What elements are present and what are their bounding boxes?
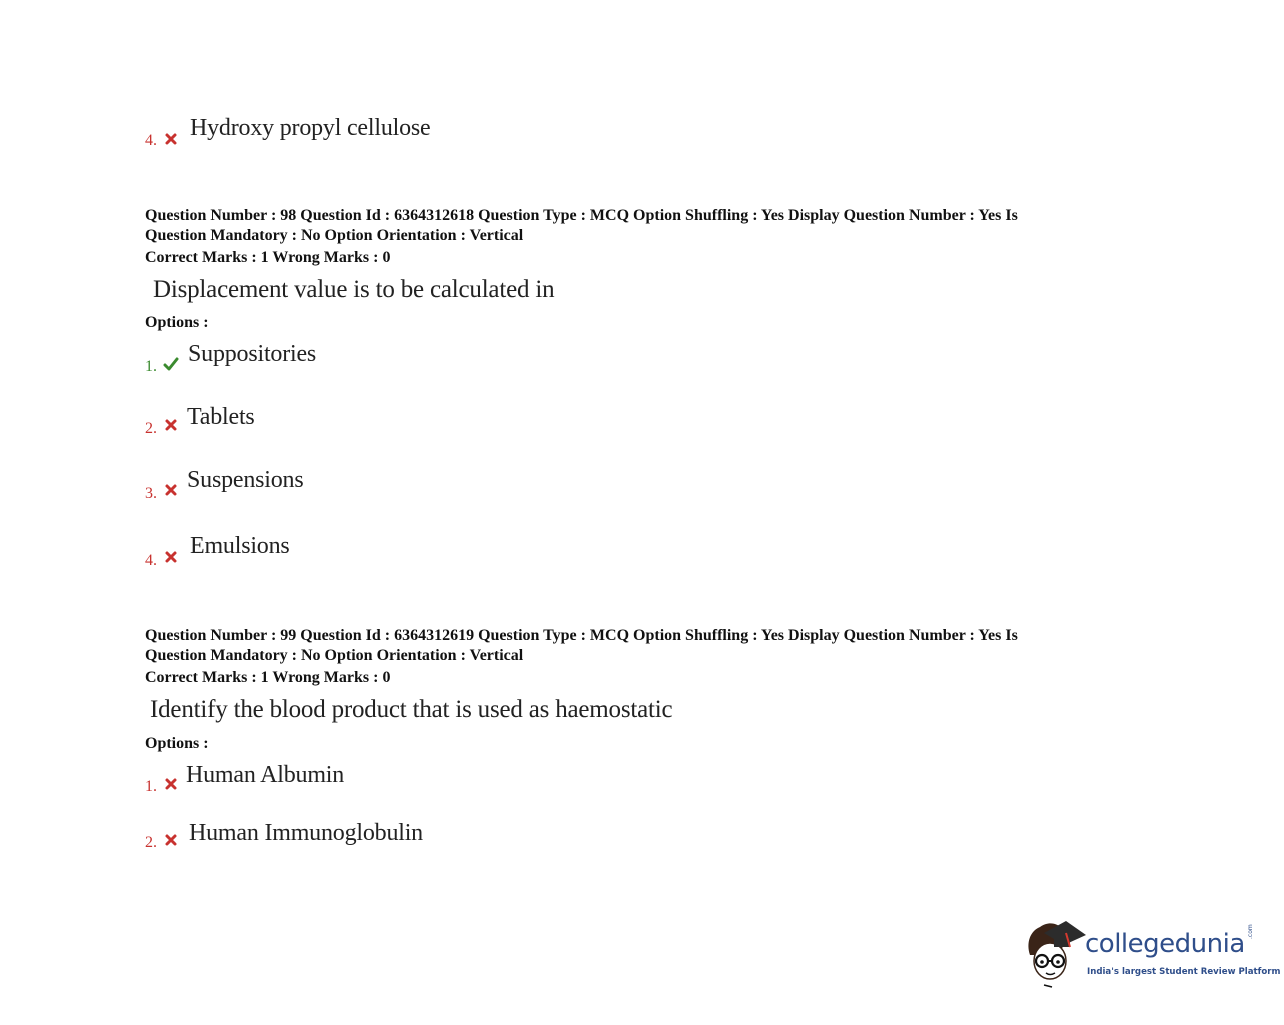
- option-number: 2.: [145, 834, 157, 851]
- check-icon: [163, 356, 179, 372]
- logo-tagline: India's largest Student Review Platform: [1087, 967, 1281, 977]
- option-number: 4.: [145, 552, 157, 569]
- question-text: Displacement value is to be calculated in: [153, 276, 555, 303]
- option-number: 1.: [145, 358, 157, 375]
- question-marks: Correct Marks : 1 Wrong Marks : 0: [145, 249, 391, 266]
- question-meta: [145, 626, 1125, 666]
- question-meta: [145, 206, 1125, 246]
- question-meta-line: Question Mandatory : No Option Orientation : Vertical: [145, 647, 524, 664]
- question-meta-line: Question Number : 98 Question Id : 6364312618 Question Type : MCQ Option Shuffling : Yes Display Question Number : Yes Is: [145, 207, 1018, 224]
- options-label: Options :: [145, 735, 209, 752]
- mascot-icon: [1022, 915, 1088, 989]
- logo-dotcom: .com: [1247, 924, 1254, 939]
- collegedunia-logo: [1022, 915, 1281, 995]
- cross-icon: [163, 776, 179, 792]
- option-text: Suppositories: [188, 341, 317, 367]
- option-number: 2.: [145, 420, 157, 437]
- cross-icon: [163, 417, 179, 433]
- question-text: Identify the blood product that is used as haemostatic: [150, 696, 673, 723]
- logo-wordmark: collegedunia: [1085, 929, 1245, 959]
- question-meta-line: Question Number : 99 Question Id : 6364312619 Question Type : MCQ Option Shuffling : Yes Display Question Number : Yes Is: [145, 627, 1018, 644]
- option-number: 1.: [145, 778, 157, 795]
- option-text: Human Albumin: [186, 762, 345, 788]
- option-number: 3.: [145, 485, 157, 502]
- options-label: Options :: [145, 314, 209, 331]
- cross-icon: [163, 832, 179, 848]
- option-text: Emulsions: [190, 533, 290, 559]
- cross-icon: [163, 482, 179, 498]
- question-meta-line: Question Mandatory : No Option Orientation : Vertical: [145, 227, 524, 244]
- option-text: Suspensions: [187, 467, 304, 493]
- option-text: Human Immunoglobulin: [189, 820, 423, 846]
- cross-icon: [163, 549, 179, 565]
- option-text: Tablets: [187, 404, 255, 430]
- question-marks: Correct Marks : 1 Wrong Marks : 0: [145, 669, 391, 686]
- cross-icon: [163, 131, 179, 147]
- option-text: Hydroxy propyl cellulose: [190, 115, 431, 141]
- option-number: 4.: [145, 132, 157, 149]
